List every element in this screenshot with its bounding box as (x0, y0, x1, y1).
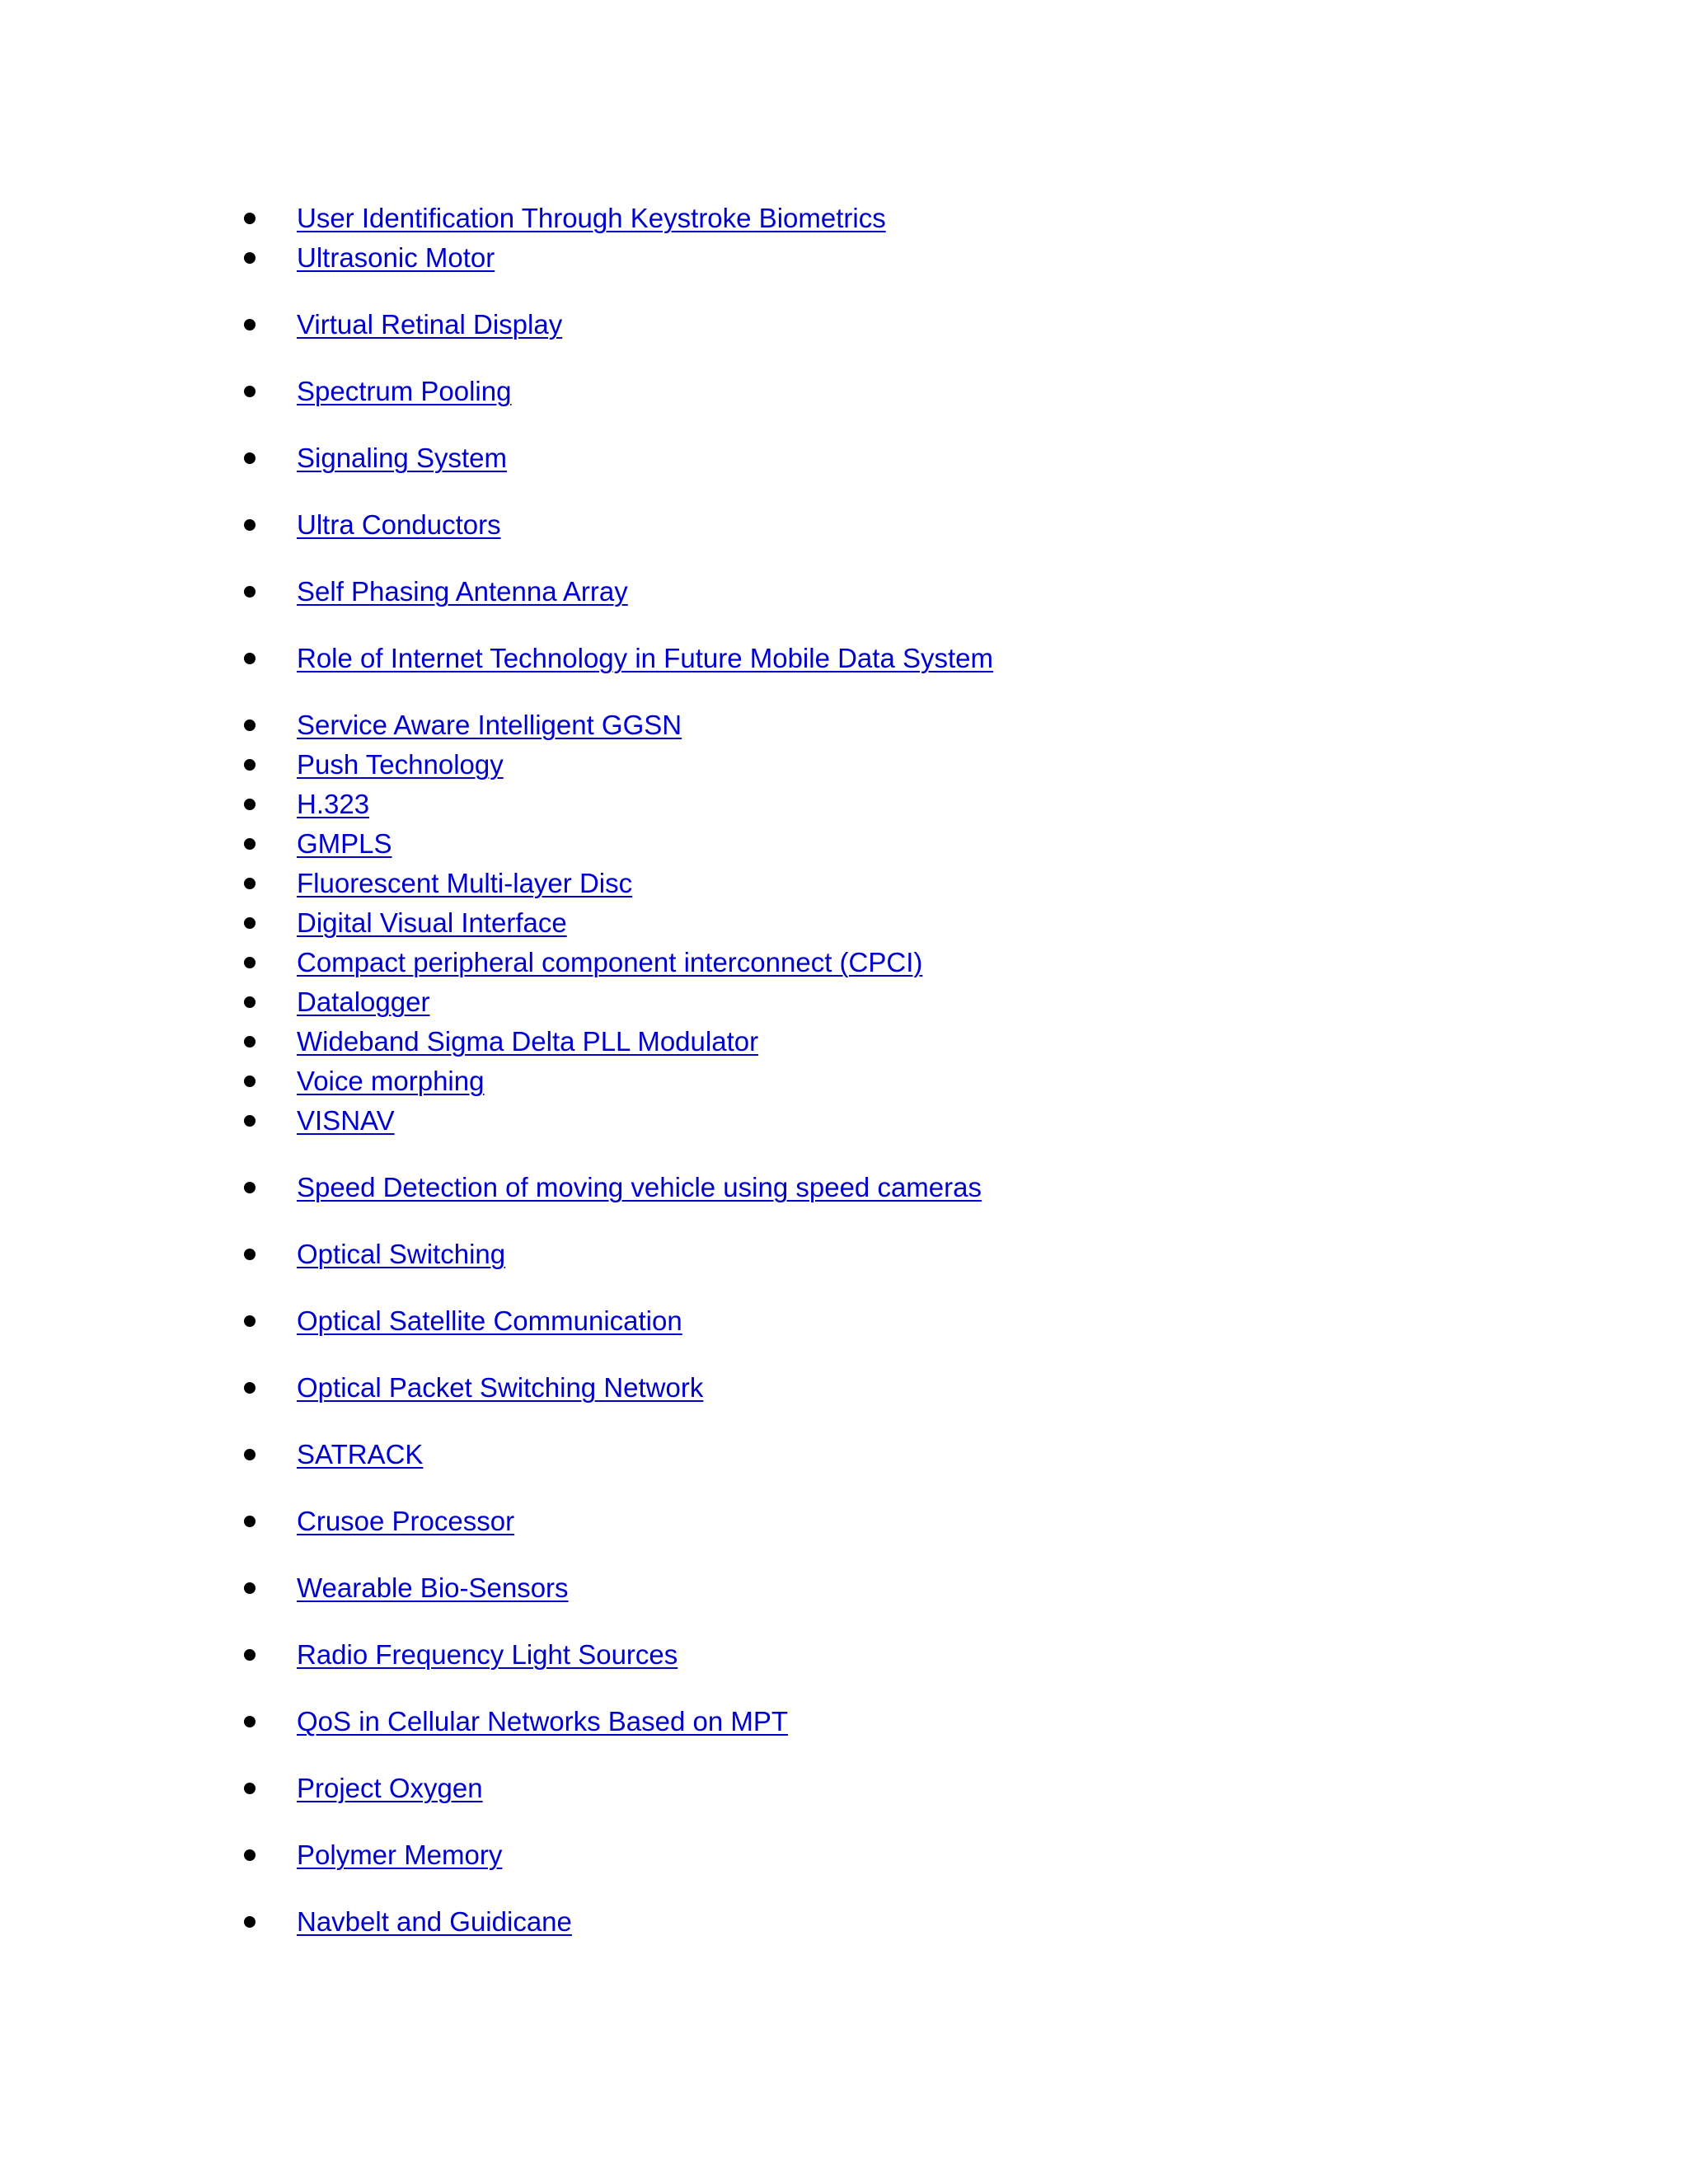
topic-link[interactable]: Radio Frequency Light Sources (297, 1639, 678, 1670)
bullet-icon (244, 838, 256, 850)
bullet-icon (244, 878, 256, 889)
topic-link[interactable]: Speed Detection of moving vehicle using speed cameras (297, 1172, 982, 1202)
bullet-icon (244, 213, 256, 224)
topic-link[interactable]: Push Technology (297, 749, 504, 780)
topic-link[interactable]: Self Phasing Antenna Array (297, 576, 628, 607)
topic-link[interactable]: Project Oxygen (297, 1773, 483, 1803)
bullet-icon (244, 1783, 256, 1794)
bullet-icon (244, 1916, 256, 1928)
topic-link[interactable]: Compact peripheral component interconnect (CPCI) (297, 947, 923, 977)
bullet-icon (244, 319, 256, 330)
bullet-icon (244, 386, 256, 397)
bullet-icon (244, 1076, 256, 1087)
topic-link[interactable]: VISNAV (297, 1105, 395, 1136)
bullet-icon (244, 1382, 256, 1394)
bullet-icon (244, 799, 256, 810)
bullet-icon (244, 1449, 256, 1460)
bullet-icon (244, 1716, 256, 1727)
bullet-icon (244, 1849, 256, 1861)
topic-link[interactable]: QoS in Cellular Networks Based on MPT (297, 1706, 789, 1736)
topic-link[interactable]: H.323 (297, 789, 370, 819)
bullet-icon (244, 1249, 256, 1260)
topic-link[interactable]: Polymer Memory (297, 1840, 503, 1870)
topic-link[interactable]: Wearable Bio-Sensors (297, 1572, 569, 1603)
bullet-icon (244, 1036, 256, 1047)
bullet-icon (244, 653, 256, 664)
bullet-icon (244, 519, 256, 531)
bullet-icon (244, 1182, 256, 1193)
bullet-icon (244, 1649, 256, 1661)
topic-link[interactable]: Spectrum Pooling (297, 376, 512, 406)
topic-link[interactable]: Ultrasonic Motor (297, 242, 495, 273)
topic-link[interactable]: Role of Internet Technology in Future Mobile Data System (297, 643, 993, 673)
topic-link[interactable]: Ultra Conductors (297, 509, 501, 540)
bullet-icon (244, 586, 256, 598)
topic-link[interactable]: Wideband Sigma Delta PLL Modulator (297, 1026, 759, 1057)
topic-link[interactable]: Navbelt and Guidicane (297, 1906, 572, 1937)
topic-link[interactable]: Optical Switching (297, 1239, 506, 1269)
bullet-icon (244, 996, 256, 1008)
topic-link[interactable]: Digital Visual Interface (297, 907, 567, 938)
topic-link[interactable]: Fluorescent Multi-layer Disc (297, 868, 633, 898)
topic-link[interactable]: Virtual Retinal Display (297, 309, 563, 340)
bullet-icon (244, 1582, 256, 1594)
bullet-icon (244, 957, 256, 968)
bullet-icon (244, 1315, 256, 1327)
topic-link[interactable]: SATRACK (297, 1439, 424, 1469)
topic-link[interactable]: Service Aware Intelligent GGSN (297, 710, 682, 740)
topic-link[interactable]: Optical Packet Switching Network (297, 1372, 704, 1403)
bullet-icon (244, 1516, 256, 1527)
bullet-icon (244, 1115, 256, 1127)
topic-link[interactable]: Optical Satellite Communication (297, 1305, 682, 1336)
bullet-icon (244, 252, 256, 264)
topic-link[interactable]: User Identification Through Keystroke Biometrics (297, 203, 886, 233)
topic-link[interactable]: Crusoe Processor (297, 1506, 515, 1536)
topic-link[interactable]: Signaling System (297, 443, 507, 473)
topic-link[interactable]: Voice morphing (297, 1066, 485, 1096)
bullet-icon (244, 719, 256, 731)
bullet-icon (244, 917, 256, 929)
topic-link[interactable]: Datalogger (297, 987, 430, 1017)
bullet-icon (244, 452, 256, 464)
topic-link[interactable]: GMPLS (297, 828, 392, 859)
bullet-icon (244, 759, 256, 771)
